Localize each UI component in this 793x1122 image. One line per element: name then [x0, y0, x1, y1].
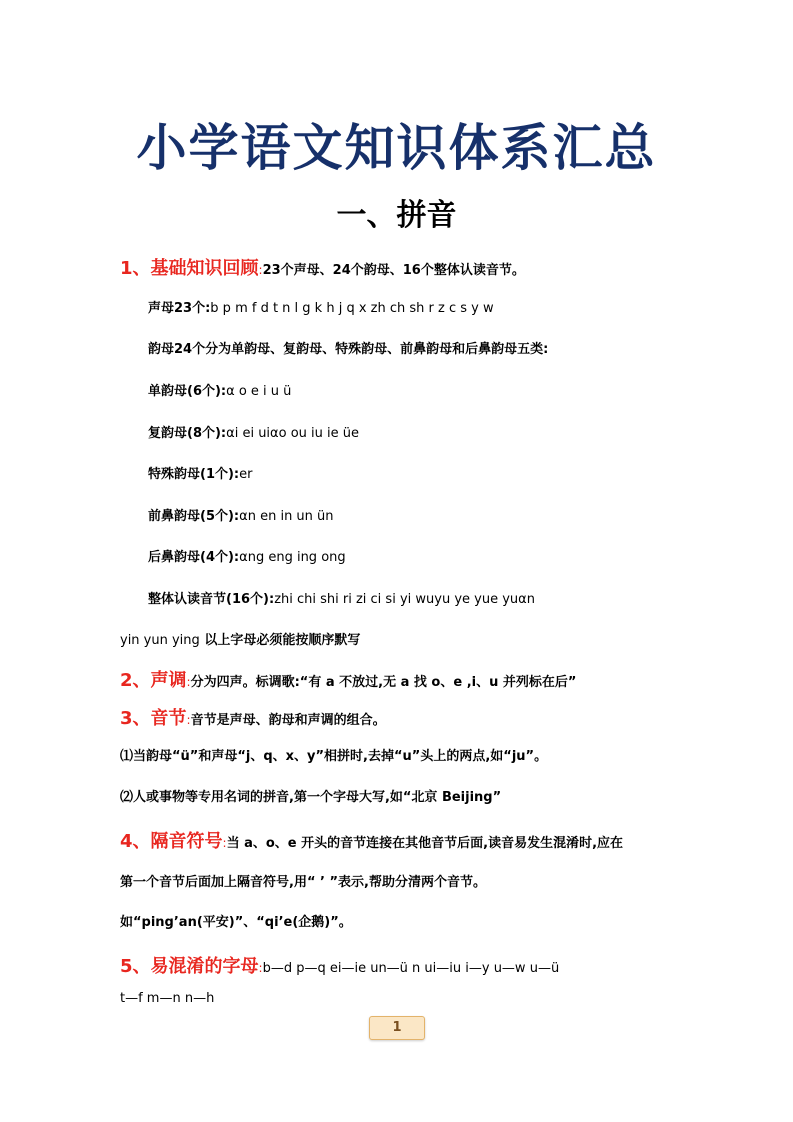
item-5-confusing-letters: [120, 952, 559, 978]
item-1-colon: :: [258, 263, 263, 277]
item-3-colon: :: [186, 713, 191, 727]
item-3-text: 音节是声母、韵母和声调的组合。: [190, 713, 386, 728]
item-5-heading: 5、易混淆的字母: [120, 956, 259, 977]
item-2-tones: [120, 666, 576, 692]
whole-syllables-value: zhi chi shi ri zi ci si yi wuyu ye yue yuαn: [274, 592, 535, 607]
item-4-text-2: 第一个音节后面加上隔音符号,用“ ’ ”表示,帮助分清两个音节。: [120, 875, 486, 890]
special-finals-label: 特殊韵母(1个):: [148, 467, 240, 482]
front-nasal-finals-label: 前鼻韵母(5个):: [148, 509, 240, 524]
item-4-text: 当 a、o、e 开头的音节连接在其他音节后面,读音易发生混淆时,应在: [226, 836, 624, 851]
special-finals-value: er: [239, 467, 253, 482]
section-heading-pinyin: 一、拼音: [336, 198, 457, 233]
compound-finals-label: 复韵母(8个):: [148, 426, 227, 441]
item-1-heading: 1、基础知识回顾: [120, 258, 259, 279]
special-finals-line: [148, 463, 252, 482]
item-1-text: 23个声母、24个韵母、16个整体认读音节。: [262, 263, 525, 278]
back-nasal-finals-label: 后鼻韵母(4个):: [148, 550, 240, 565]
whole-syllables-value-2: yin yun ying: [120, 633, 200, 648]
initials-line: [148, 297, 494, 316]
item-3-rule-1: ⑴当韵母“ü”和声母“j、q、x、y”相拼时,去掉“u”头上的两点,如“ju”。: [120, 749, 548, 764]
page-number-badge: 1: [369, 1016, 425, 1040]
initials-value: b p m f d t n l g k h j q x zh ch sh r z c s y w: [210, 301, 494, 316]
simple-finals-label: 单韵母(6个):: [148, 384, 227, 399]
compound-finals-value: αi ei uiαo ou iu ie üe: [226, 426, 359, 441]
item-2-text: 分为四声。标调歌:“有 a 不放过,无 a 找 o、e ,i、u 并列标在后”: [190, 675, 577, 690]
whole-syllables-note: 以上字母必须能按顺序默写: [204, 633, 361, 648]
item-1-basic-knowledge: [120, 254, 525, 280]
compound-finals-line: [148, 422, 359, 441]
item-5-colon: :: [258, 961, 263, 975]
front-nasal-finals-value: αn en in un ün: [239, 509, 334, 524]
item-4-example: 如“ping’an(平安)”、“qi’e(企鹅)”。: [120, 915, 352, 930]
back-nasal-finals-line: [148, 546, 346, 565]
item-2-colon: :: [186, 675, 191, 689]
whole-syllables-line-2: [120, 629, 360, 648]
finals-intro: 韵母24个分为单韵母、复韵母、特殊韵母、前鼻韵母和后鼻韵母五类:: [148, 342, 549, 357]
whole-syllables-line: [148, 588, 535, 607]
whole-syllables-label: 整体认读音节(16个):: [148, 592, 275, 607]
item-4-colon: :: [222, 836, 227, 850]
back-nasal-finals-value: αng eng ing ong: [239, 550, 346, 565]
item-4-separator: [120, 827, 623, 853]
item-5-text: b—d p—q ei—ie un—ü n ui—iu i—y u—w u—ü: [262, 961, 560, 976]
item-3-syllables: [120, 704, 386, 730]
initials-label: 声母23个:: [148, 301, 211, 316]
item-3-heading: 3、音节: [120, 708, 187, 729]
item-4-heading: 4、隔音符号: [120, 831, 223, 852]
front-nasal-finals-line: [148, 505, 334, 524]
item-3-rule-2: ⑵人或事物等专用名词的拼音,第一个字母大写,如“北京 Beijing”: [120, 790, 502, 805]
item-2-heading: 2、声调: [120, 670, 187, 691]
document-title: 小学语文知识体系汇总: [136, 118, 657, 177]
simple-finals-value: α o e i u ü: [226, 384, 292, 399]
item-5-text-2: t—f m—n n—h: [120, 991, 215, 1006]
simple-finals-line: [148, 380, 291, 399]
